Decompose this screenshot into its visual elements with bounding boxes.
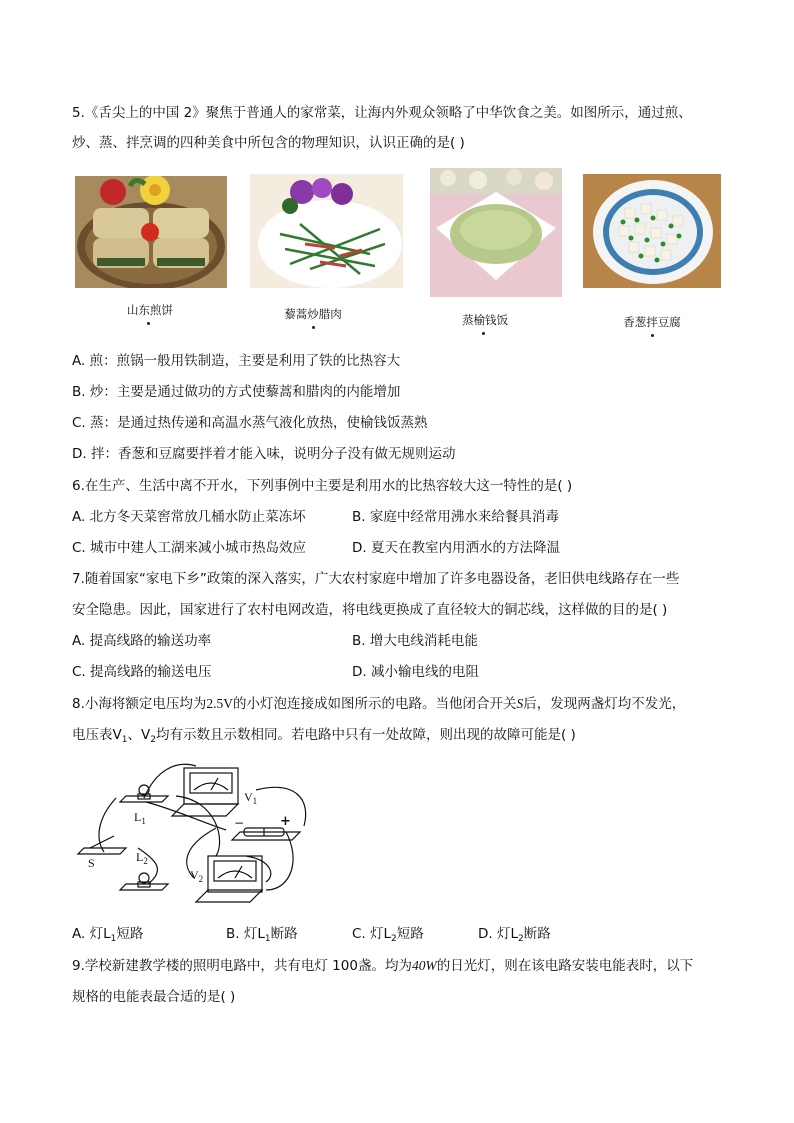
q8-option-b: [226, 924, 298, 949]
q8-voltage: 2.5V: [206, 696, 234, 711]
caption-louhao-larou: 藜蒿炒腊肉: [284, 307, 342, 321]
q8-stem-line1: [72, 694, 685, 714]
q8-stem-line2: [72, 725, 576, 750]
q8-text: 的小灯泡连接成如图所示的电路。当他闭合开关: [233, 696, 517, 712]
label-l2-text: L: [136, 850, 144, 864]
caption-shandong-jianbing: 山东煎饼: [127, 303, 173, 317]
q8-text: 、V: [127, 727, 151, 743]
label-l1-text: L: [134, 810, 142, 824]
q6-option-c: C. 城市中建人工湖来减小城市热岛效应: [72, 540, 307, 556]
wire: [266, 832, 293, 890]
label-l1: [134, 810, 146, 826]
battery-plus-label: +: [280, 814, 291, 829]
caption-zheng-yuqian-fan: 蒸榆钱饭: [462, 313, 508, 327]
circuit-diagram: [76, 760, 312, 910]
q8-option-text: A. 灯L: [72, 926, 111, 942]
q5-option-b: B. 炒：主要是通过做功的方式使藜蒿和腊肉的内能增加: [72, 384, 401, 400]
caption-dot: [147, 322, 150, 325]
wire: [246, 856, 271, 882]
q8-option-text: 短路: [116, 926, 144, 942]
q6-option-d: D. 夏天在教室内用洒水的方法降温: [352, 540, 560, 556]
q8-option-sub: 1: [264, 934, 271, 944]
caption-xiangcong-doufu: 香葱拌豆腐: [623, 315, 681, 329]
q5-option-c: C. 蒸：是通过热传递和高温水蒸气液化放热，使榆钱饭蒸熟: [72, 415, 428, 431]
q7-stem-line2: 安全隐患。因此，国家进行了农村电网改造，将电线更换成了直径较大的铜芯线，这样做的目的是( ): [72, 602, 668, 618]
q8-option-text: D. 灯L: [478, 926, 518, 942]
q8-option-text: C. 灯L: [352, 926, 392, 942]
q6-option-a: A. 北方冬天菜窖常放几桶水防止菜冻坏: [72, 509, 306, 525]
wire: [99, 798, 116, 852]
q8-text: 8.小海将额定电压均为: [72, 696, 207, 712]
q7-stem-line1: 7.随着国家“家电下乡”政策的深入落实，广大农村家庭中增加了许多电器设备，老旧供电线路存在一些: [72, 571, 680, 587]
q7-option-b: B. 增大电线消耗电能: [352, 633, 478, 649]
caption-dot: [312, 326, 315, 329]
q8-option-a: [72, 924, 143, 949]
label-v2: [190, 868, 203, 884]
photo-zheng-yuqian-fan: [430, 168, 562, 297]
label-s: S: [88, 856, 95, 870]
label-v2-text: V: [190, 868, 199, 882]
wire: [144, 764, 196, 798]
q9-stem-line1: [72, 956, 693, 976]
q5-stem-line1: 5.《舌尖上的中国 2》聚焦于普通人的家常菜，让海内外观众领略了中华饮食之美。如图所示，通过煎、: [72, 105, 692, 121]
q8-text: 均有示数且示数相同。若电路中只有一处故障，则出现的故障可能是( ): [155, 727, 576, 743]
label-l1-sub: 1: [141, 816, 146, 826]
q8-option-c: [352, 924, 424, 949]
q8-option-text: B. 灯L: [226, 926, 265, 942]
q8-option-text: 短路: [396, 926, 424, 942]
battery-minus-label: −: [234, 816, 245, 830]
q6-stem: 6.在生产、生活中离不开水，下列事例中主要是利用水的比热容较大这一特性的是( ): [72, 478, 573, 494]
q7-option-d: D. 减小输电线的电阻: [352, 664, 479, 680]
q8-text: 后，发现两盏灯均不发光，: [523, 696, 686, 712]
q8-option-sub: 2: [518, 934, 524, 944]
caption-dot: [482, 332, 485, 335]
photo-shandong-jianbing: [75, 176, 227, 288]
label-l2-sub: 2: [143, 856, 148, 866]
q5-option-a: A. 煎：煎锅一般用铁制造，主要是利用了铁的比热容大: [72, 353, 401, 369]
caption-dot: [651, 334, 654, 337]
label-v1: [244, 790, 257, 806]
q8-option-text: 断路: [523, 926, 551, 942]
q7-option-a: A. 提高线路的输送功率: [72, 633, 212, 649]
q8-text: 电压表V: [72, 727, 122, 743]
q9-stem-line2: 规格的电能表最合适的是( ): [72, 989, 236, 1005]
q5-option-d: D. 拌：香葱和豆腐要拌着才能入味，说明分子没有做无规则运动: [72, 446, 456, 462]
label-v1-sub: 1: [252, 796, 258, 806]
label-l2: [136, 850, 148, 866]
label-v2-sub: 2: [198, 874, 204, 884]
q8-subscript: 1: [121, 735, 128, 745]
label-v1-text: V: [244, 790, 253, 804]
q8-option-sub: 2: [391, 934, 397, 944]
q9-power: 40W: [411, 958, 437, 973]
q8-option-text: 断路: [270, 926, 298, 942]
q5-stem-line2: 炒、蒸、拌烹调的四种美食中所包含的物理知识，认识正确的是( ): [72, 135, 465, 151]
q7-option-c: C. 提高线路的输送电压: [72, 664, 212, 680]
switch-lever: [90, 836, 114, 848]
q8-option-sub: 1: [110, 934, 117, 944]
q6-option-b: B. 家庭中经常用沸水来给餐具消毒: [352, 509, 559, 525]
q9-text: 的日光灯，则在该电路安装电能表时，以下: [436, 958, 694, 974]
q8-switch-symbol: S: [516, 696, 524, 711]
photo-louhao-larou: [250, 174, 403, 288]
q8-subscript: 2: [150, 735, 156, 745]
q9-text: 9.学校新建教学楼的照明电路中，共有电灯 100盏。均为: [72, 958, 412, 974]
photo-xiangcong-doufu: [583, 174, 721, 288]
q8-option-d: [478, 924, 551, 949]
